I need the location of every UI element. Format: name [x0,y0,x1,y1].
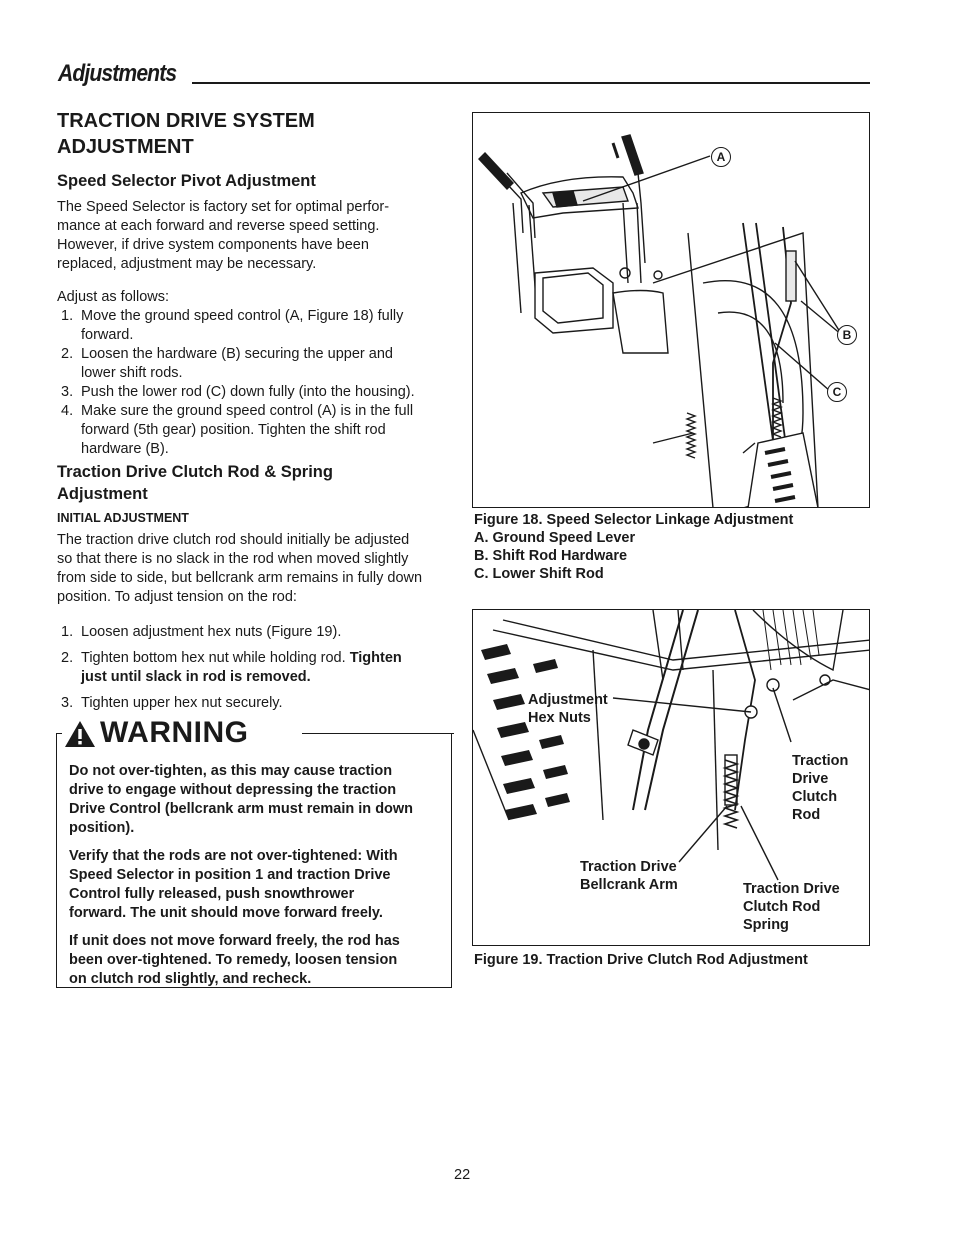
callout-a: A [711,147,731,167]
header-rule [192,82,870,84]
warning-body [69,762,443,998]
section-title: TRACTION DRIVE SYSTEM ADJUSTMENT [57,110,315,158]
clutch-rod-paragraph: The traction drive clutch rod should initially be adjusted so that there is no slack in the rod when moved slightly from side to side, but bellcrank arm remains in fully down position. To adjust tension on the rod: [57,532,423,605]
figure-19-caption: Figure 19. Traction Drive Clutch Rod Adjustment [474,952,808,968]
speed-selector-illustration [473,113,870,508]
list-item: 3. Tighten upper hex nut securely. [61,695,283,711]
list-item: 3. Push the lower rod (C) down fully (into the housing). [61,384,415,400]
subheading-clutch-rod: Traction Drive Clutch Rod & Spring Adjustment [57,463,333,503]
figure-18-caption: Figure 18. Speed Selector Linkage Adjustment A. Ground Speed Lever B. Shift Rod Hardware C. Lower Shift Rod [474,512,794,582]
callout-c: C [827,382,847,402]
initial-adjustment-heading: INITIAL ADJUSTMENT [57,511,189,525]
list-item: 1. Loosen adjustment hex nuts (Figure 19). [61,624,342,640]
speed-selector-steps [57,307,453,459]
list-item: 1. Move the ground speed control (A, Figure 18) fully forward. [61,308,404,343]
left-column [57,108,453,720]
warning-title: WARNING [100,716,249,749]
adjust-as-follows: Adjust as follows: [57,289,170,305]
warning-paragraph: If unit does not move forward freely, the rod has been over-tightened. To remedy, loosen tension on clutch rod slightly, and recheck. [69,933,400,987]
figure-18-speed-selector [472,112,870,508]
list-item: 2. Tighten bottom hex nut while holding rod. Tighten just until slack in rod is removed. [61,650,402,685]
warning-paragraph: Do not over-tighten, as this may cause traction drive to engage without depressing the traction Drive Control (bellcrank arm must remain in down position). [69,763,414,836]
figure-19-clutch-rod [472,609,870,946]
label-adjustment-hex-nuts: Adjustment Hex Nuts [528,692,608,726]
warning-paragraph: Verify that the rods are not over-tightened: With Speed Selector in position 1 and traction Drive Control fully released, push snowthrower forward. The unit should move forward freely. [69,848,398,921]
list-item: 4. Make sure the ground speed control (A) is in the full forward (5th gear) position. Tighten the shift rod hardware (B). [61,403,414,457]
list-item: 2. Loosen the hardware (B) securing the upper and lower shift rods. [61,346,393,381]
clutch-rod-steps [57,623,453,713]
subheading-speed-selector: Speed Selector Pivot Adjustment [57,172,316,190]
intro-paragraph: The Speed Selector is factory set for optimal perfor- mance at each forward and reverse speed setting. However, if drive system components have been replaced, adjustment may be necessary. [57,199,390,272]
label-bellcrank-arm: Traction Drive Bellcrank Arm [580,859,678,893]
page-number: 22 [454,1167,471,1183]
label-traction-drive-clutch-rod: Traction Drive Clutch Rod [792,753,849,823]
label-clutch-rod-spring: Traction Drive Clutch Rod Spring [743,881,840,933]
page-header-title: Adjustments [58,60,177,87]
callout-b: B [837,325,857,345]
